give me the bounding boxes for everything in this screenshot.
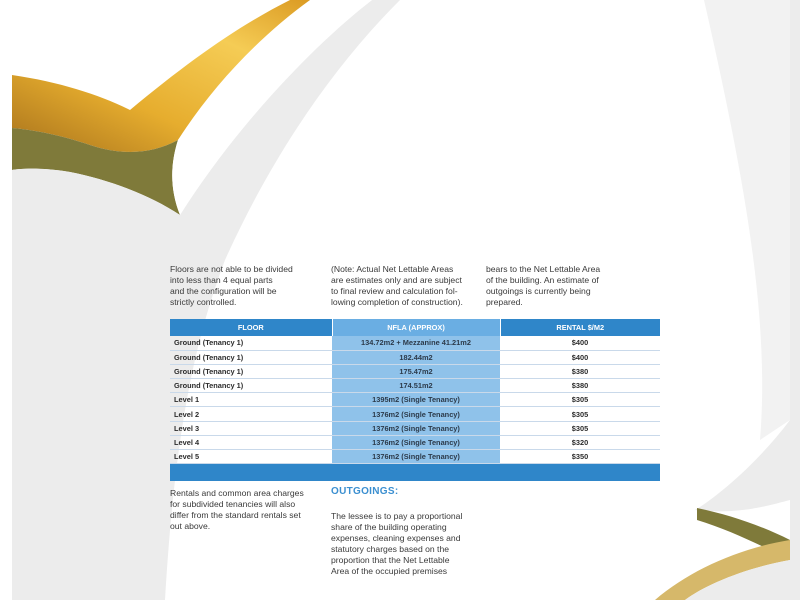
cell-nfla: 174.51m2 (332, 379, 500, 393)
cell-floor: Level 4 (170, 435, 332, 449)
cell-rental: $305 (500, 407, 660, 421)
table-header-row (170, 319, 660, 336)
cell-rental: $400 (500, 336, 660, 350)
header-rental: RENTAL $/M2 (500, 319, 660, 336)
cell-nfla: 1395m2 (Single Tenancy) (332, 393, 500, 407)
grey-band-right-arc (704, 0, 790, 440)
table-row (170, 336, 660, 350)
cell-nfla: 182.44m2 (332, 350, 500, 364)
cell-rental: $350 (500, 450, 660, 464)
rental-table (170, 319, 660, 481)
cell-floor: Level 1 (170, 393, 332, 407)
cell-floor: Ground (Tenancy 1) (170, 379, 332, 393)
cell-rental: $320 (500, 435, 660, 449)
cell-rental: $400 (500, 350, 660, 364)
intro-text-floors: Floors are not able to be divided into less than 4 equal parts and the configuration will be strictly controlled. (170, 264, 293, 307)
cell-floor: Ground (Tenancy 1) (170, 336, 332, 350)
header-nfla: NFLA (APPROX) (332, 319, 500, 336)
cell-floor: Level 2 (170, 407, 332, 421)
cell-floor: Ground (Tenancy 1) (170, 364, 332, 378)
cell-rental: $380 (500, 364, 660, 378)
outgoings-heading: OUTGOINGS: (331, 486, 399, 497)
table-row (170, 364, 660, 378)
cell-nfla: 1376m2 (Single Tenancy) (332, 421, 500, 435)
intro-text-note: (Note: Actual Net Lettable Areas are estimates only and are subject to final review and calculation fol- lowing completion of construction). (331, 264, 463, 307)
cell-floor: Level 5 (170, 450, 332, 464)
cell-nfla: 175.47m2 (332, 364, 500, 378)
table-row (170, 393, 660, 407)
cell-nfla: 1376m2 (Single Tenancy) (332, 450, 500, 464)
cell-floor: Ground (Tenancy 1) (170, 350, 332, 364)
table-row (170, 379, 660, 393)
cell-rental: $380 (500, 379, 660, 393)
table-row (170, 407, 660, 421)
table-row (170, 450, 660, 464)
intro-text-outgoings-cont: bears to the Net Lettable Area of the building. An estimate of outgoings is currently being prepared. (486, 264, 601, 307)
table-row (170, 421, 660, 435)
cell-rental: $305 (500, 393, 660, 407)
rentals-note-text: Rentals and common area charges for subdivided tenancies will also differ from the standard rentals set out above. (170, 488, 304, 531)
header-floor: FLOOR (170, 319, 332, 336)
table-row (170, 350, 660, 364)
table-footer-bar (170, 464, 660, 481)
cell-nfla: 134.72m2 + Mezzanine 41.21m2 (332, 336, 500, 350)
cell-nfla: 1376m2 (Single Tenancy) (332, 407, 500, 421)
table-row (170, 435, 660, 449)
cell-floor: Level 3 (170, 421, 332, 435)
outgoings-text: The lessee is to pay a proportional share of the building operating expenses, cleaning expenses and statutory charges based on the proportion that the Net Lettable Area of the occupied premises (331, 511, 463, 576)
cell-nfla: 1376m2 (Single Tenancy) (332, 435, 500, 449)
cell-rental: $305 (500, 421, 660, 435)
